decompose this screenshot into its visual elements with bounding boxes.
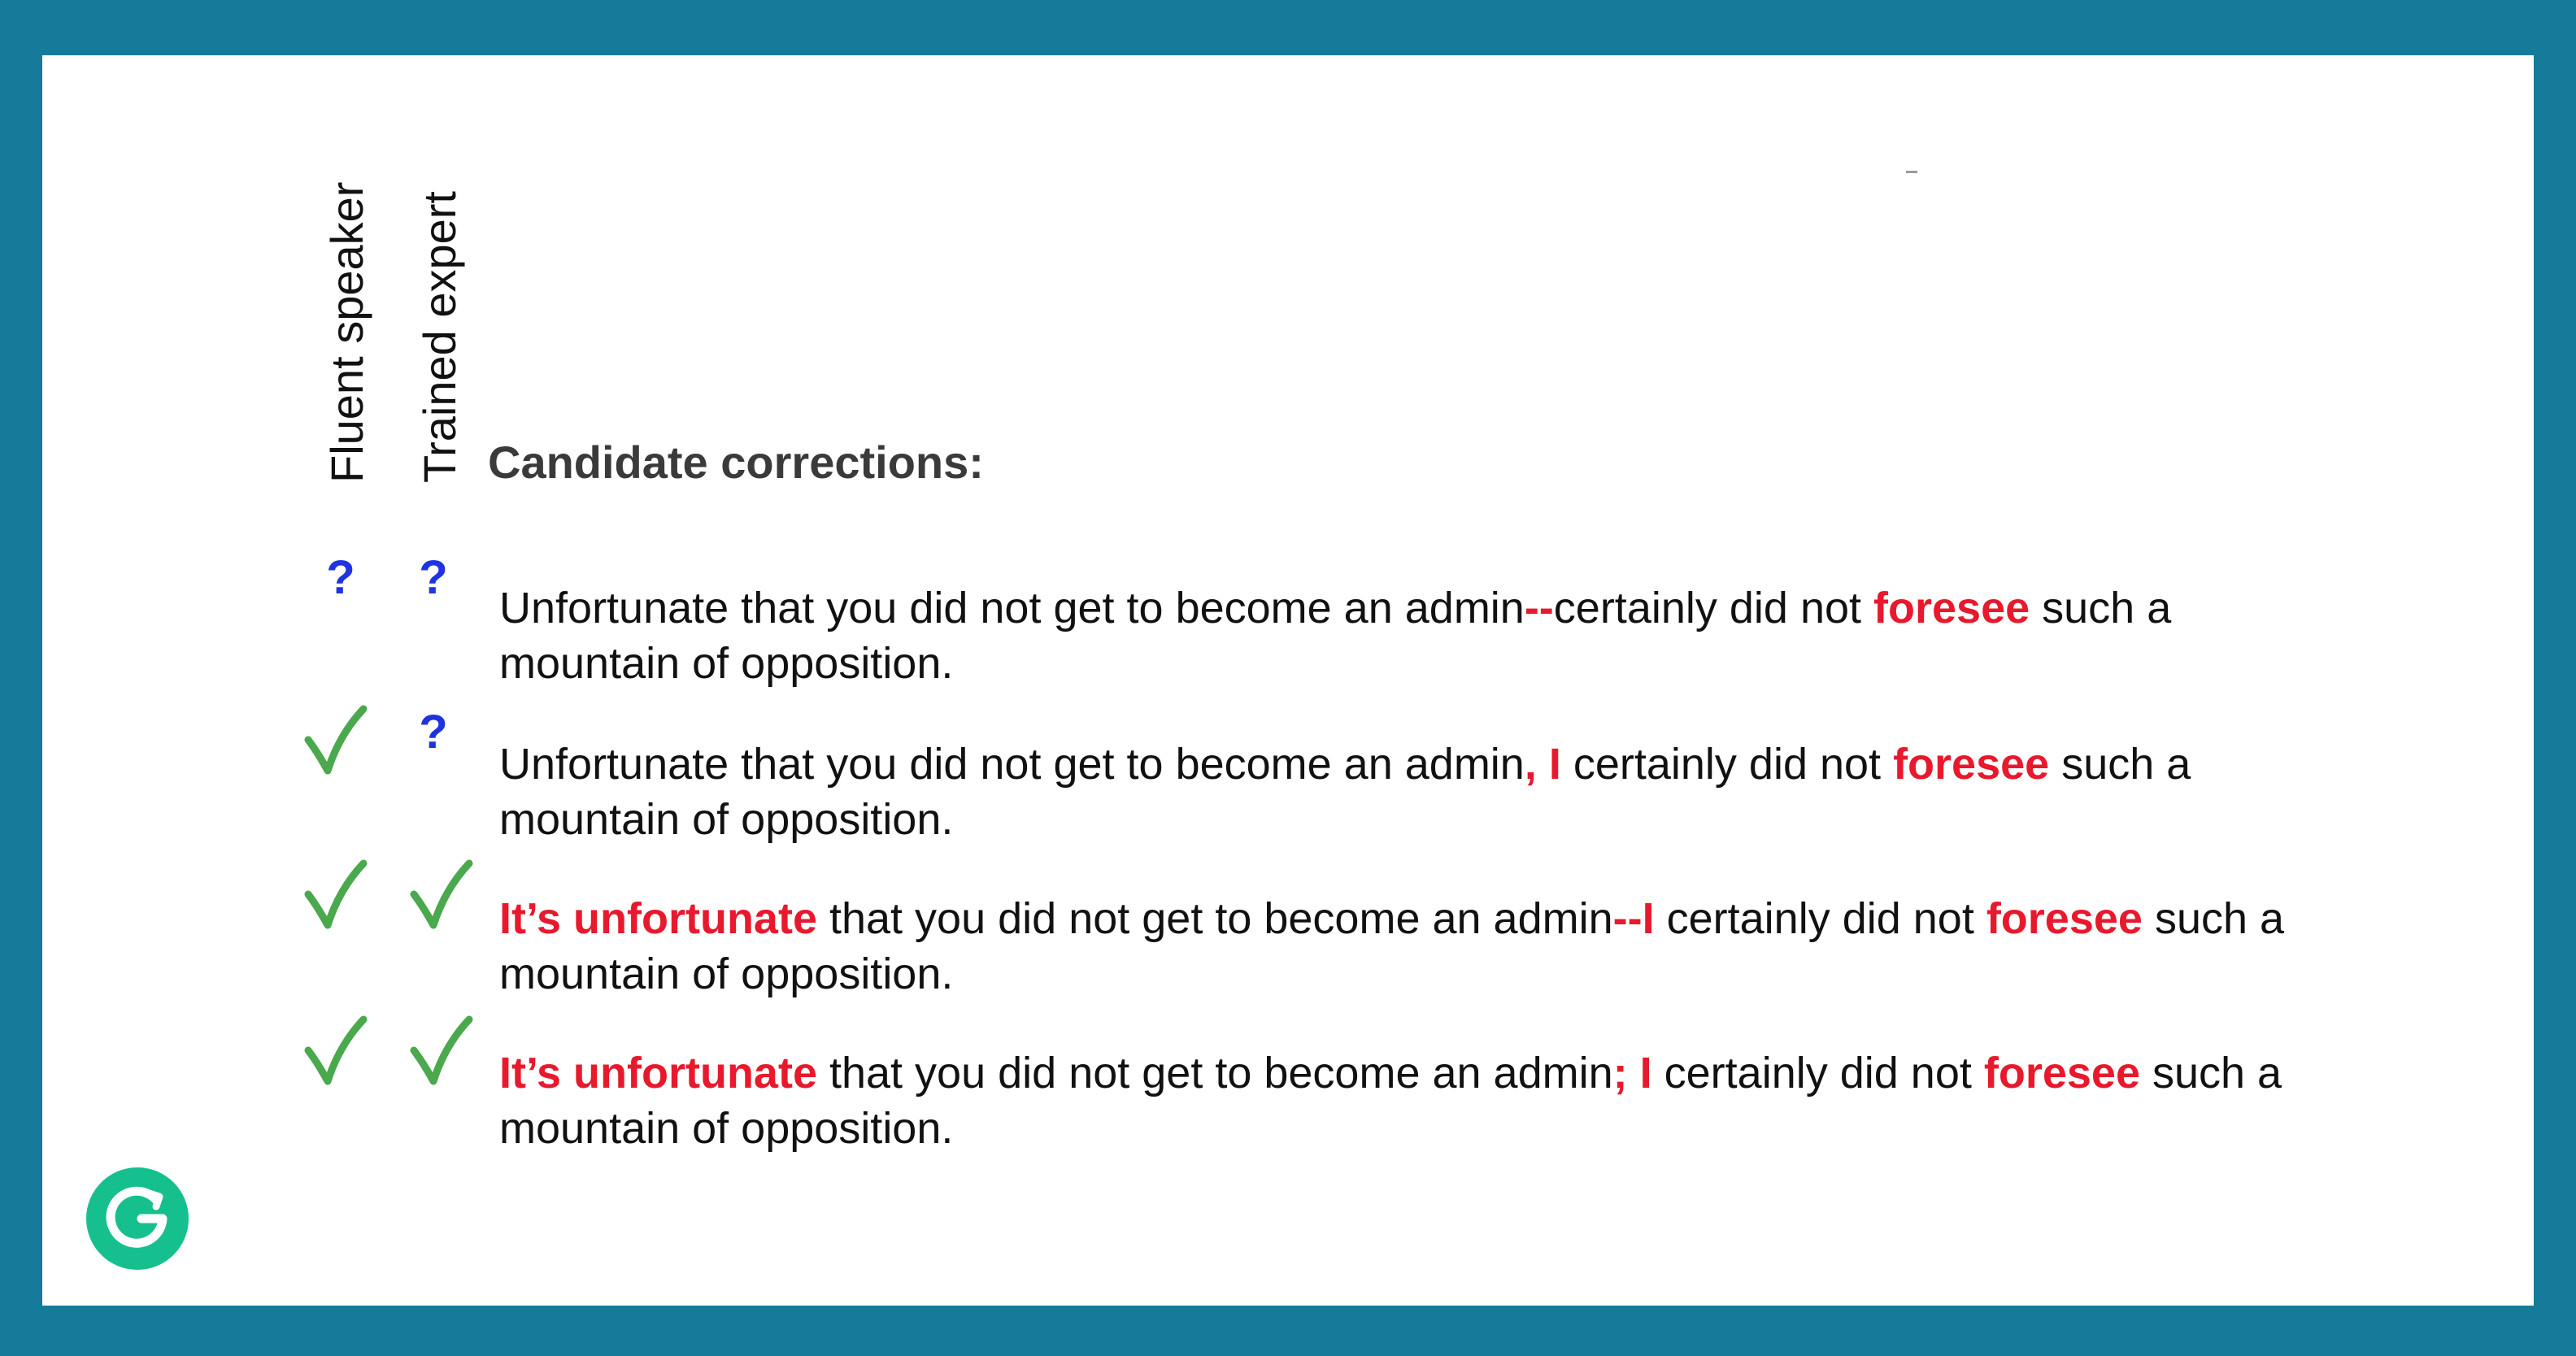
question-mark-icon: ? — [419, 706, 448, 758]
fluent-speaker-rating-2 — [299, 702, 372, 776]
checkmark-icon — [409, 857, 474, 930]
highlighted-edit: foresee — [1893, 740, 2050, 789]
sentence-segment: that you did not get to become an admin — [816, 1049, 1613, 1097]
trained-expert-rating-1 — [397, 541, 470, 615]
checkmark-icon — [303, 702, 368, 776]
highlighted-edit: foresee — [1983, 1049, 2140, 1097]
highlighted-edit: ; I — [1612, 1049, 1652, 1097]
sentence-segment: certainly did not — [1553, 584, 1874, 632]
highlighted-edit: --I — [1612, 894, 1655, 943]
column-header-fluent-speaker: Fluent speaker — [321, 181, 372, 483]
stray-dash-mark — [1906, 171, 1917, 173]
fluent-speaker-rating-4 — [299, 1013, 372, 1086]
column-header-trained-expert: Trained expert — [414, 191, 465, 483]
grammarly-g-icon — [86, 1167, 189, 1270]
sentence-segment: certainly did not — [1560, 740, 1894, 789]
sentence-segment: such a mountain of opposition. — [499, 1049, 2282, 1153]
highlighted-edit: -- — [1524, 584, 1554, 632]
question-mark-icon: ? — [326, 551, 355, 604]
sentence-segment: that you did not get to become an admin — [816, 894, 1613, 943]
highlighted-edit: It’s unfortunate — [499, 1049, 817, 1097]
sentence-segment: Unfortunate that you did not get to become an admin — [499, 584, 1525, 632]
checkmark-icon — [409, 1013, 474, 1086]
trained-expert-rating-2 — [397, 696, 470, 769]
sentence-segment: Unfortunate that you did not get to become an admin — [499, 740, 1525, 789]
checkmark-icon — [303, 1013, 368, 1086]
sentence-segment: such a mountain of opposition. — [499, 584, 2172, 688]
sentence-segment: certainly did not — [1654, 894, 1986, 943]
highlighted-edit: foresee — [1986, 894, 2143, 943]
sentence-segment: certainly did not — [1651, 1049, 1984, 1097]
grammarly-logo-icon — [86, 1167, 189, 1270]
fluent-speaker-rating-1 — [304, 541, 377, 615]
highlighted-edit: , I — [1524, 740, 1561, 789]
sentence-segment: such a mountain of opposition. — [499, 894, 2285, 998]
correction-sentence-3 — [499, 891, 2353, 1002]
highlighted-edit: foresee — [1873, 584, 2030, 632]
correction-sentence-2 — [499, 737, 2353, 847]
trained-expert-rating-4 — [405, 1013, 478, 1086]
section-title: Candidate corrections: — [488, 437, 984, 488]
sentence-segment: such a mountain of opposition. — [499, 740, 2191, 844]
checkmark-icon — [303, 857, 368, 930]
highlighted-edit: It’s unfortunate — [499, 894, 817, 943]
correction-sentence-1 — [499, 580, 2353, 691]
question-mark-icon: ? — [419, 551, 448, 604]
correction-sentence-4 — [499, 1045, 2353, 1156]
trained-expert-rating-3 — [405, 857, 478, 930]
fluent-speaker-rating-3 — [299, 857, 372, 930]
slide-card — [42, 55, 2534, 1306]
